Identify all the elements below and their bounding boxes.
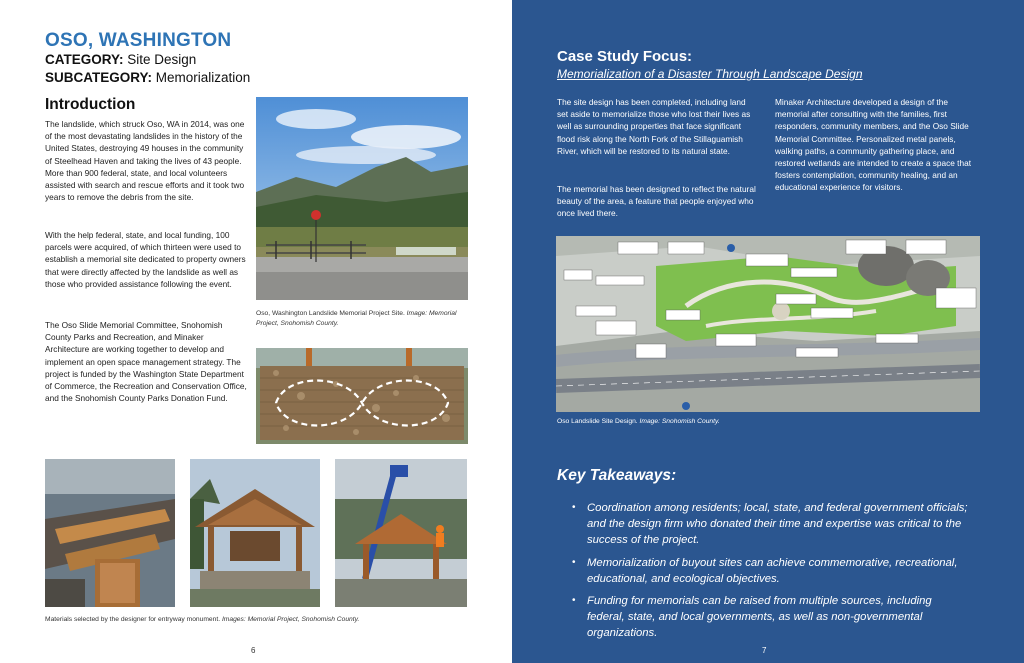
bullet-icon: • [572, 502, 576, 513]
pavilion-photo [190, 459, 320, 607]
introduction-heading: Introduction [45, 96, 136, 113]
bullet-icon: • [572, 595, 576, 607]
key-takeaways-list [570, 500, 970, 648]
key-takeaways-heading: Key Takeaways: [557, 467, 677, 484]
intro-paragraph-1: The landslide, which struck Oso, WA in 2014, was one of the most devastating landslides in the history of the United States, destroying 49 houses in the community of Steelhead Haven and taking the lives of 43 people. More than 900 federal, state, and local volunteers assisted with search and rescue efforts and it took two years to remove the debris from the site. [45, 119, 245, 203]
case-study-paragraph-1: The site design has been completed, including land set aside to memorialize those who lost their lives as well as surrounding properties that face significant flood risk along the North Fork of the Stillaguamish River, which will be restored to its natural state. [557, 97, 751, 156]
category-line [45, 52, 196, 67]
right-page [512, 0, 1024, 663]
bullet-icon: • [572, 556, 576, 568]
timber-materials-photo [45, 459, 175, 607]
site-design-caption: Oso Landslide Site Design. Image: Snohomish County. [557, 418, 720, 425]
case-study-heading: Case Study Focus: [557, 48, 693, 65]
page-number-right: 7 [762, 646, 767, 655]
case-study-paragraph-3: Minaker Architecture developed a design of the memorial after consulting with the families, first responders, community members, and the Oso Slide Memorial Committee. Personalized metal panels, walking paths, a community gathering place, and restored wetlands are intended to create a space that fosters contemplation, community healing, and an educational experience for visitors. [775, 97, 972, 193]
project-site-photo [256, 97, 468, 300]
case-study-subheading: Memorialization of a Disaster Through Landscape Design [557, 67, 863, 81]
subcategory-line [45, 70, 250, 85]
construction-photo [335, 459, 467, 607]
takeaway-item: • Memorialization of buyout sites can achieve commemorative, recreational, educational, and ecological objectives. [572, 556, 958, 585]
site-design-map [556, 236, 980, 412]
subcategory-value: Memorialization [152, 70, 251, 85]
page-title: OSO, WASHINGTON [45, 30, 232, 51]
materials-caption: Materials selected by the designer for entryway monument. Images: Memorial Project, Snohomish County. [45, 616, 360, 623]
intro-paragraph-2: With the help federal, state, and local funding, 100 parcels were acquired, of which thirteen were used to establish a memorial site dedicated to property owners that were directly affected by the landslide as well as those who provided assistance following the event. [45, 230, 246, 289]
category-label: CATEGORY: [45, 52, 124, 67]
subcategory-label: SUBCATEGORY: [45, 70, 152, 85]
gabion-wall-photo [256, 348, 468, 444]
takeaway-item: • Funding for memorials can be raised from multiple sources, including federal, state, and local governments, as well as non-governmental organizations. [572, 595, 932, 640]
page-number-left: 6 [251, 646, 256, 655]
category-value: Site Design [123, 52, 197, 67]
site-photo-caption: Oso, Washington Landslide Memorial Project Site. Image: Memorial Project, Snohomish County. [256, 310, 457, 327]
takeaway-item: • Coordination among residents; local, state, and federal government officials; and the design firm who donated their time and expertise was critical to the success of the project. [572, 502, 968, 547]
case-study-paragraph-2: The memorial has been designed to reflect the natural beauty of the area, a feature that people enjoyed who once lived there. [557, 184, 756, 219]
intro-paragraph-3: The Oso Slide Memorial Committee, Snohomish County Parks and Recreation, and Minaker Architecture are working together to develop and implement an open space management strategy. The project is funded by the Washington State Department of Commerce, the Recreation and Conservation Office, and the Snohomish County Parks Donation Fund. [45, 320, 247, 404]
